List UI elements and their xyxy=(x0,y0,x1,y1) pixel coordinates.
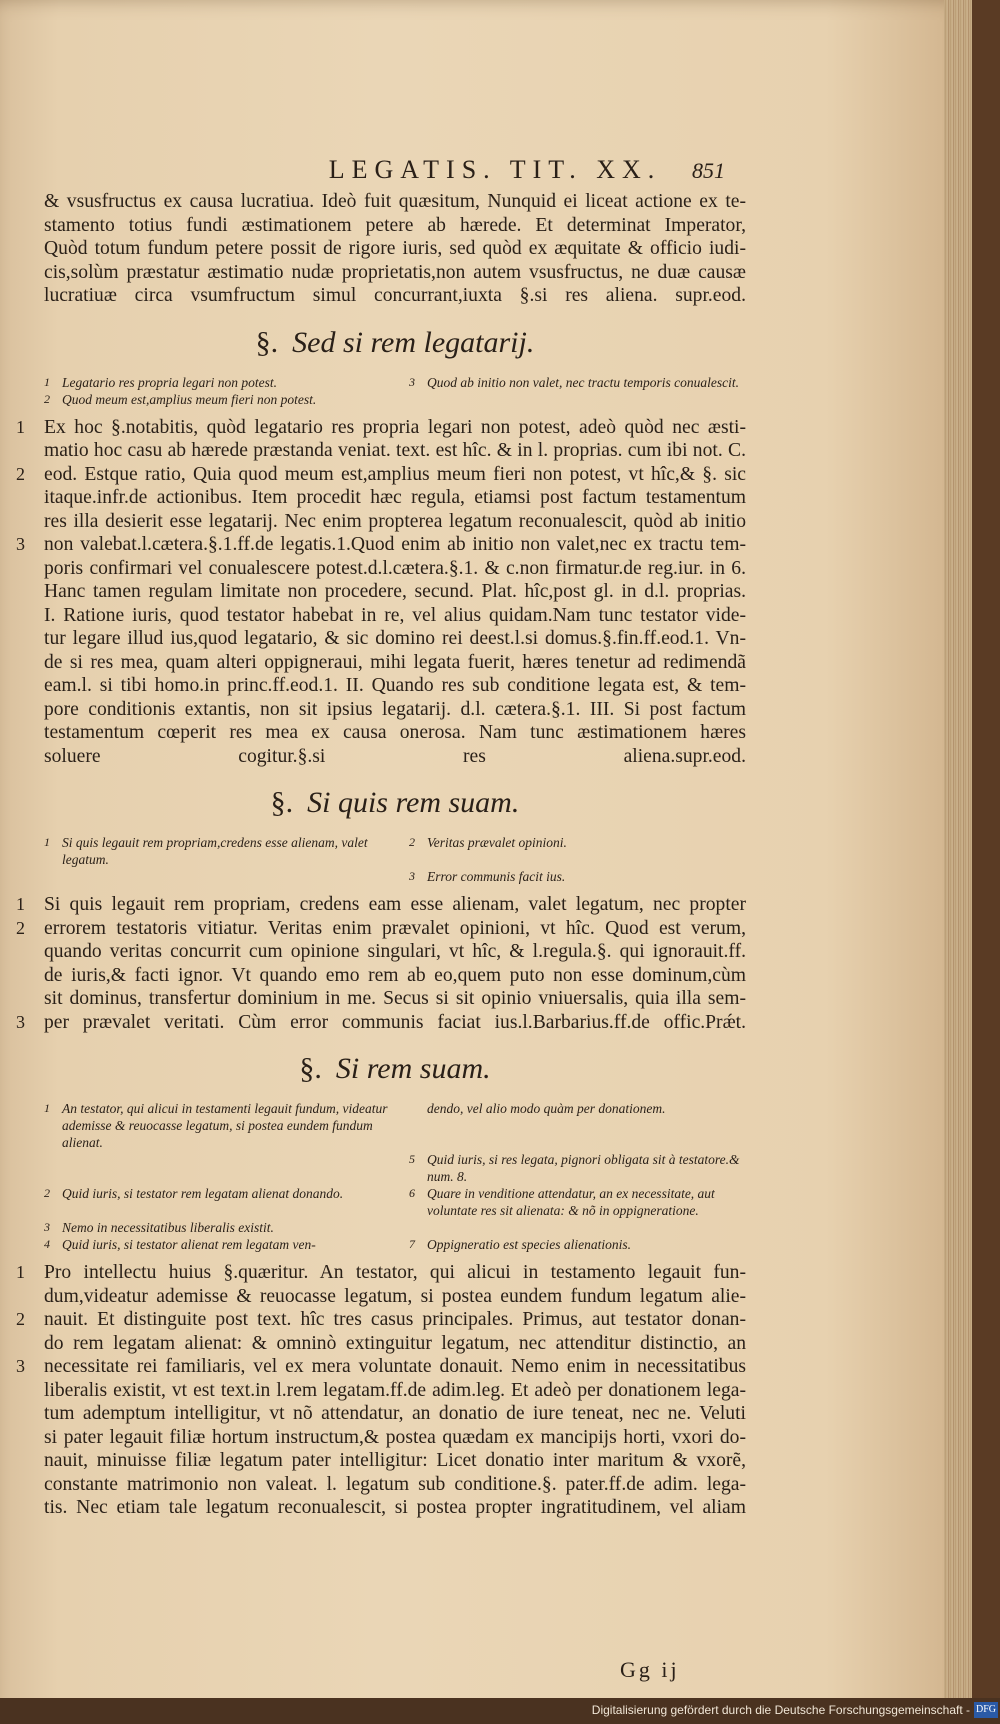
text-line xyxy=(44,1285,746,1309)
section-body-1 xyxy=(16,416,746,769)
summary-text: Quod meum est,amplius meum fieri non potest. xyxy=(62,391,317,407)
text-line xyxy=(44,284,746,308)
summary-text: dendo, vel alio modo quàm per donationem. xyxy=(427,1101,666,1116)
line-text: pore conditionis extantis, non sit ipsius legatarij. d.l. cætera.§.1. III. Si post factum xyxy=(44,698,746,720)
line-text: Quòd totum fundum petere possit de rigore iuris, sed quòd ex æquitate & officio iudi- xyxy=(44,238,746,259)
section-heading-2 xyxy=(44,786,746,820)
summary-text: Error communis facit ius. xyxy=(427,869,566,884)
text-line xyxy=(44,1332,746,1356)
summary-number: 1 xyxy=(44,1101,50,1115)
text-line xyxy=(44,214,746,238)
summary-number: 2 xyxy=(44,1186,50,1200)
text-line xyxy=(44,1496,746,1520)
summary-item xyxy=(409,1185,754,1219)
line-text: lucratiuæ circa vsumfructum simul concurrant,iuxta §.si res aliena. supr.eod. xyxy=(44,285,746,306)
summary-item xyxy=(409,374,754,391)
text-line xyxy=(44,580,746,604)
text-line xyxy=(44,1473,746,1497)
section-heading-3 xyxy=(44,1052,746,1086)
line-text: Hanc tamen regulam limitate non procedere, secund. Plat. hîc,post gl. in d.l. proprias. xyxy=(44,581,746,602)
summary-number: 1 xyxy=(44,374,50,389)
intro-paragraph xyxy=(44,190,746,308)
line-text: poris confirmari vel conualescere potest.d.l.cætera.§.1. & c.non firmatur.de reg.iur. in 6. xyxy=(44,557,746,579)
summary-item xyxy=(44,1219,389,1236)
line-text: & vsusfructus ex causa lucratiua. Ideò fuit quæsitum, Nunquid ei liceat actione ex te- xyxy=(44,191,746,212)
line-number: 3 xyxy=(16,1011,25,1032)
text-line xyxy=(16,1308,746,1332)
summary-number: 1 xyxy=(44,835,50,849)
line-text: matio hoc casu ab hærede præstanda veniat. text. est hîc. & in l. proprias. cum ibi not. C. xyxy=(44,440,746,461)
line-text: tur legare illud ius,quod legatario, & sic domino rei deest.l.si domus.§.fin.ff.eod.1. Vn- xyxy=(44,628,746,649)
summary-text: Legatario res propria legari non potest. xyxy=(62,374,278,390)
text-line xyxy=(44,698,746,722)
section-body-2 xyxy=(16,893,746,1034)
text-line xyxy=(44,261,746,285)
section-title: Sed si rem legatarij. xyxy=(292,325,535,359)
line-text: Pro intellectu huius §.quæritur. An testator, qui alicui in testamento legauit fun- xyxy=(44,1262,746,1283)
summary-item xyxy=(44,834,389,868)
line-text: testamentum cœperit res mea ex causa onerosa. Nam tunc æstimationem hæres xyxy=(44,722,746,743)
summary-item xyxy=(44,374,389,391)
text-line xyxy=(44,237,746,261)
line-number: 2 xyxy=(16,1309,25,1329)
line-text: do rem legatam alienat: & omninò extinguitur legatum, nec attenditur distinctio, an xyxy=(44,1332,746,1354)
text-line xyxy=(16,416,746,440)
banner-text: Digitalisierung gefördert durch die Deutsche Forschungsgemeinschaft - xyxy=(591,1703,970,1717)
summary-text: Nemo in necessitatibus liberalis existit. xyxy=(62,1220,274,1235)
summary-number: 3 xyxy=(409,869,415,883)
text-line xyxy=(44,1426,746,1450)
text-line xyxy=(44,1449,746,1473)
summary-item xyxy=(44,1100,389,1151)
summary-item xyxy=(44,1151,389,1185)
summary-number: 6 xyxy=(409,1186,415,1200)
dfg-logo-icon: DFG xyxy=(974,1702,998,1718)
text-line xyxy=(44,651,746,675)
section-body-3 xyxy=(16,1261,746,1520)
text-line xyxy=(16,1011,746,1035)
line-text: sit dominus, transfertur dominium in me. Secus si sit opinio vniuersalis, quia illa sem- xyxy=(44,988,746,1009)
line-text: Si quis legauit rem propriam, credens eam esse alienam, valet legatum, nec propter xyxy=(44,894,746,915)
text-line xyxy=(44,721,746,745)
summary-text: Quare in venditione attendatur, an ex necessitate, aut voluntate res sit alienata: & nõ in oppigneratione. xyxy=(427,1186,715,1218)
line-number: 3 xyxy=(16,534,25,554)
text-line xyxy=(44,557,746,581)
text-line xyxy=(16,1261,746,1285)
section-sign: §. xyxy=(270,786,294,819)
summary-text: Quid iuris, si testator rem legatam alienat donando. xyxy=(62,1186,344,1201)
text-line xyxy=(16,533,746,557)
line-text: eam.l. si tibi homo.in princ.ff.eod.1. II. Quando res sub conditione legata est, & tem- xyxy=(44,675,746,696)
line-number: 1 xyxy=(16,1262,25,1282)
summary-item xyxy=(409,834,754,868)
summary-text: Quod ab initio non valet, nec tractu temporis conualescit. xyxy=(427,374,739,390)
line-text: cis,solùm præstatur æstimatio nudæ proprietatis,non autem vsusfructus, ne duæ causæ xyxy=(44,261,746,283)
section-title: Si rem suam. xyxy=(335,1052,491,1085)
line-text: non valebat.l.cætera.§.1.ff.de legatis.1.Quod enim ab initio non valet,nec ex tractu tem- xyxy=(44,534,746,555)
summary-item xyxy=(44,391,389,408)
line-text: constante matrimonio non valeat. l. legatum sub conditione.§. pater.ff.de adim. lega- xyxy=(44,1473,746,1495)
summary-number: 5 xyxy=(409,1152,415,1166)
text-line xyxy=(44,627,746,651)
line-number: 1 xyxy=(16,416,25,437)
line-text: tis. Nec etiam tale legatum reconualescit, si postea propter ingratitudinem, vel aliam xyxy=(44,1497,746,1518)
summary-number: 2 xyxy=(409,835,415,849)
running-header: LEGATIS. TIT. XX. xyxy=(328,155,662,184)
summary-item xyxy=(409,868,754,885)
summary-number: 3 xyxy=(409,374,415,389)
summary-item xyxy=(409,1236,754,1253)
section-summary-1 xyxy=(44,374,746,408)
text-line xyxy=(16,893,746,917)
line-text: errorem testatoris vitiatur. Veritas enim prævalet opinioni, vt hîc. Quod est verum, xyxy=(44,917,746,939)
summary-number: 4 xyxy=(44,1237,50,1251)
summary-number: 2 xyxy=(44,391,50,406)
line-text: quando veritas concurrit cum opinione singulari, vt hîc, & l.regula.§. qui ignorauit.ff. xyxy=(44,941,746,962)
line-text: soluere cogitur.§.si res aliena.supr.eod. xyxy=(44,745,746,767)
line-text: stamento totius fundi æstimationem petere ab hærede. Et determinat Imperator, xyxy=(44,214,746,236)
digitization-banner xyxy=(0,1698,1000,1724)
summary-text: Quid iuris, si res legata, pignori obligata sit à testatore.& num. 8. xyxy=(427,1152,740,1184)
text-line xyxy=(44,1379,746,1403)
line-number: 3 xyxy=(16,1356,25,1376)
page-edge xyxy=(944,0,972,1724)
line-text: nauit. Et distinguite post text. hîc tres casus principales. Primus, aut testator donan- xyxy=(44,1309,746,1330)
text-line xyxy=(44,486,746,510)
line-text: necessitate rei familiaris, vel ex mera voluntate donauit. Nemo enim in necessitatibus xyxy=(44,1356,746,1377)
line-text: per prævalet veritati. Cùm error communis faciat ius.l.Barbarius.ff.de offic.Prǽt. xyxy=(44,1011,746,1033)
summary-text: An testator, qui alicui in testamenti legauit fundum, videatur ademisse & reuocasse legatum, si postea eundem fundum alienat. xyxy=(62,1101,388,1150)
line-text: de iuris,& facti ignor. Vt quando emo rem ab eo,quem puto non esse dominum,cùm xyxy=(44,964,746,986)
section-heading-1 xyxy=(44,326,746,360)
section-title: Si quis rem suam. xyxy=(307,786,520,819)
line-number: 1 xyxy=(16,894,25,914)
line-text: I. Ratione iuris, quod testator habebat in re, vel alius quidam.Nam tunc testator vide- xyxy=(44,604,746,626)
text-line xyxy=(44,964,746,988)
line-text: tum ademptum intelligitur, vt nõ attendatur, an donatio de iure teneat, nec ne. Veluti xyxy=(44,1403,746,1424)
section-summary-3 xyxy=(44,1100,746,1253)
text-line xyxy=(44,674,746,698)
line-text: nauit, minuisse filiæ legatum pater intelligitur: Licet donatio inter maritum & vxorẽ, xyxy=(44,1450,746,1471)
summary-item xyxy=(44,1236,389,1253)
summary-text: Oppigneratio est species alienationis. xyxy=(427,1237,631,1252)
signature-mark: Gg ij xyxy=(620,1657,680,1682)
text-line xyxy=(44,510,746,534)
summary-number: 7 xyxy=(409,1237,415,1251)
text-line xyxy=(44,940,746,964)
text-line xyxy=(16,1355,746,1379)
main-text xyxy=(16,190,746,1520)
section-summary-2 xyxy=(44,834,746,885)
line-number: 2 xyxy=(16,463,25,484)
summary-item xyxy=(409,1100,754,1151)
text-line xyxy=(44,190,746,214)
line-text: liberalis existit, vt est text.in l.rem legatam.ff.de adim.leg. Et adeò per donationem lega- xyxy=(44,1379,746,1401)
text-line xyxy=(44,987,746,1011)
summary-item xyxy=(44,868,389,885)
text-line xyxy=(44,604,746,628)
text-line xyxy=(44,1402,746,1426)
summary-text: Si quis legauit rem propriam,credens esse alienam, valet legatum. xyxy=(62,835,368,867)
line-text: si pater legauit filiæ hortum instructum,& postea quædam ex mancipijs horti, vxori do- xyxy=(44,1426,746,1448)
summary-number: 3 xyxy=(44,1220,50,1234)
text-line xyxy=(16,463,746,487)
line-text: dum,videatur ademisse & reuocasse legatum, si postea eundem fundum legatum alie- xyxy=(44,1285,746,1307)
summary-item xyxy=(409,1219,754,1236)
line-text: Ex hoc §.notabitis, quòd legatario res propria legari non potest, adeò quòd nec æsti- xyxy=(44,416,746,438)
text-line xyxy=(44,745,746,769)
page-number: 851 xyxy=(692,158,725,183)
section-sign: §. xyxy=(299,1052,322,1085)
line-text: de si res mea, quam alteri oppigneraui, mihi legata fuerit, hæres tenetur ad redimendã xyxy=(44,651,746,673)
line-text: itaque.infr.de actionibus. Item procedit hæc regula, etiamsi post factum testamentum xyxy=(44,487,746,508)
summary-item xyxy=(44,1185,389,1219)
section-sign: §. xyxy=(255,325,279,359)
summary-item xyxy=(409,391,754,408)
text-line xyxy=(16,917,746,941)
summary-text: Quid iuris, si testator alienat rem legatam ven- xyxy=(62,1237,316,1252)
line-text: res illa desierit esse legatarij. Nec enim propterea legatum reconualescit, quòd ab initio xyxy=(44,510,746,532)
line-number: 2 xyxy=(16,917,25,938)
line-text: eod. Estque ratio, Quia quod meum est,amplius meum fieri non potest, vt hîc,& §. sic xyxy=(44,463,746,485)
summary-item xyxy=(409,1151,754,1185)
summary-text: Veritas prævalet opinioni. xyxy=(427,835,567,850)
text-line xyxy=(44,439,746,463)
